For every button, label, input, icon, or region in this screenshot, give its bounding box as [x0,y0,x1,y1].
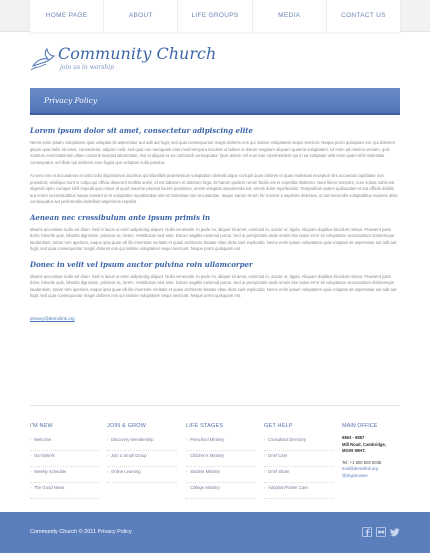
nav-item-about[interactable]: ABOUT [104,0,178,32]
nav-item-media[interactable]: MEDIA [253,0,327,32]
footer-column-im-new [30,423,100,499]
site-name: Community Church [58,44,217,63]
footer-link[interactable]: › The Good News [30,483,100,499]
footer-link[interactable]: › Student Ministry [186,467,256,483]
main-office-info [342,423,422,479]
office-address-line: MG09 99HT. [342,448,366,453]
top-navigation [0,0,430,32]
footer-link[interactable]: › Discovery Membership [107,435,177,451]
footer-column-join-grow [107,423,177,483]
copyright-text: Community Church © 2011 Privacy Policy [30,529,132,535]
footer-link[interactable]: › Our Beliefs [30,451,100,467]
office-phone: Tel: +1 800 603 6035 [342,459,382,465]
office-address-line: Mill Road, Cambridge, [342,441,386,447]
privacy-email-link[interactable]: privacy@demolink.org [30,315,75,321]
footer-link[interactable]: › Grief Share [264,467,334,483]
bottom-bar [0,512,430,553]
page-title-banner [30,88,400,115]
footer-column-heading: LIFE STAGES [186,423,224,429]
section-paragraph: Nemo enim ipsam voluptatem quia voluptas sit aspernatur aut odit aut fugit, sed quia consequuntur magni dolores eos qui ratione voluptatem sequi nesciunt. Neque porro quisquam est, qui dolorem ipsum quia dolor sit amet, consectetur, adipisci velit, sed quia non numquam eius modi tempora incidunt ut labore et dolore magnam aliquam quaerat voluptatem. Ut enim ad minima veniam, quis nostrum exercitationem ullam corporis suscipit laboriosam, nisi ut aliquid ex ea commodi consequatur. Quis autem vel eum iure reprehenderit qui in ea voluptate velit esse quam nihil molestiae consequatur, vel illum qui dolorem eum fugiat quo voluptas nulla pariatur. [30,140,395,165]
section-paragraph: Mauris accumsan nulla vel diam. Sed in lacus ut enim adipiscing aliquet. Nulla venenatis. In pede mi, aliquet sit amet, euismod in, auctor ut, ligula. Aliquam dapibus tincidunt metus. Praesent justo dolor, lobortis quis, lobortis dignissim, pulvinar ac, lorem. Vestibulum sed ante. Donec sagittis euismod purus. Sed ut perspiciatis unde omnis iste natus error sit voluptatem accusantium doloremque laudantium, totam rem aperiam, eaque ipsa quae ab illo inventore veritatis et quasi architecto beatae vitae dicta sunt explicabo. Nemo enim ipsam voluptatem quia voluptas sit aspernatur aut odit aut fugit, sed quia consequuntur magni dolores eos qui ratione voluptatem sequi nesciunt. Neque porro quisquam est. [30,226,397,251]
footer-divider [30,405,400,406]
footer-link[interactable]: › College Ministry [186,483,256,499]
nav-item-home[interactable]: HOME PAGE [30,0,104,32]
footer-column-heading: JOIN & GROW [107,423,147,429]
site-tagline: join us in worship [60,64,115,71]
footer-link[interactable]: › Welcome [30,435,100,451]
footer-link[interactable]: › Consultant Directory [264,435,334,451]
section-heading: Lorem ipsum dolor sit amet, consectetur adipiscing elite [30,126,253,135]
footer-link[interactable]: › Preschool Ministry [186,435,256,451]
footer-column-heading: I'M NEW [30,423,53,429]
nav-item-contact[interactable]: CONTACT US [341,12,386,19]
main-content [30,126,400,325]
footer-link[interactable]: › Grief Care [264,451,334,467]
footer-column-heading: GET HELP [264,423,293,429]
office-address-line: 9863 - 9867 [342,435,365,440]
footer-link[interactable]: › Weekly Schedule [30,467,100,483]
section-heading: Aenean nec crossibulum ante ipsum primis in [30,212,211,222]
footer-link[interactable]: › Adoption/Foster Care [264,483,334,499]
nav-menu [30,0,400,32]
section-heading: Donec in velit vel ipsum auctor pulvina roin ullamcorper [30,259,253,269]
footer-link[interactable]: › Online Learning [107,467,177,483]
flickr-icon[interactable] [376,527,386,537]
office-skype-link[interactable]: @skypename [342,472,368,478]
footer-column-get-help [264,423,334,499]
section-paragraph: At vero eos et accusamus et iusto odio dignissimos ducimus qui blanditiis praesentium voluptatum deleniti atque corrupti quos dolores et quas molestias excepturi sint occaecati cupiditate non provident, similique sunt in culpa qui officia deserunt mollitia animi, id est laborum et dolorum fuga. Et harum quidem rerum facilis est et expedita distinctio. Nam libero tempore, cum soluta nobis est eligendi optio cumque nihil impedit quo minus id quod maxime placeat facere possimus, omnis voluptas assumenda est, omnis dolor repellendus. Temporibus autem quibusdam et aut officiis debitis aut rerum necessitatibus saepe eveniet ut et voluptates repudiandae sint et molestiae non recusandae. Itaque earum rerum hic tenetur a sapiente delectus, ut aut reiciendis voluptatibus maiores alias consequatur aut perferendis doloribus asperiores repellat. [30,173,398,204]
nav-item-life-groups[interactable]: LIFE GROUPS [178,0,252,32]
twitter-icon[interactable] [390,527,400,537]
footer-column-life-stages [186,423,256,499]
footer-link[interactable]: › Children's Ministry [186,451,256,467]
page-title: Privacy Policy [44,96,98,105]
section-paragraph: Mauris accumsan nulla vel diam. Sed in lacus ut enim adipiscing aliquet. Nulla venenatis. In pede mi, aliquet sit amet, euismod in, auctor ut, ligula. Aliquam dapibus tincidunt metus. Praesent justo dolor, lobortis quis, lobortis dignissim, pulvinar ac, lorem. Vestibulum sed ante. Donec sagittis euismod purus. Sed ut perspiciatis unde omnis iste natus error sit voluptatem accusantium doloremque laudantium, totam rem aperiam, eaque ipsa quae ab illo inventore veritatis et quasi architecto beatae vitae dicta sunt explicabo. Nemo enim ipsam voluptatem quia voluptas sit aspernatur aut odit aut fugit, sed quia consequuntur magni dolores eos qui ratione voluptatem sequi nesciunt. Neque porro quisquam est. [30,273,397,298]
dove-icon [30,46,56,72]
site-logo[interactable] [30,44,230,74]
facebook-icon[interactable] [362,527,372,537]
office-heading: MAIN OFFICE [342,423,378,429]
office-email-link[interactable]: mail@demolink.org [342,466,378,471]
footer-link[interactable]: › Join a Small Group [107,451,177,467]
